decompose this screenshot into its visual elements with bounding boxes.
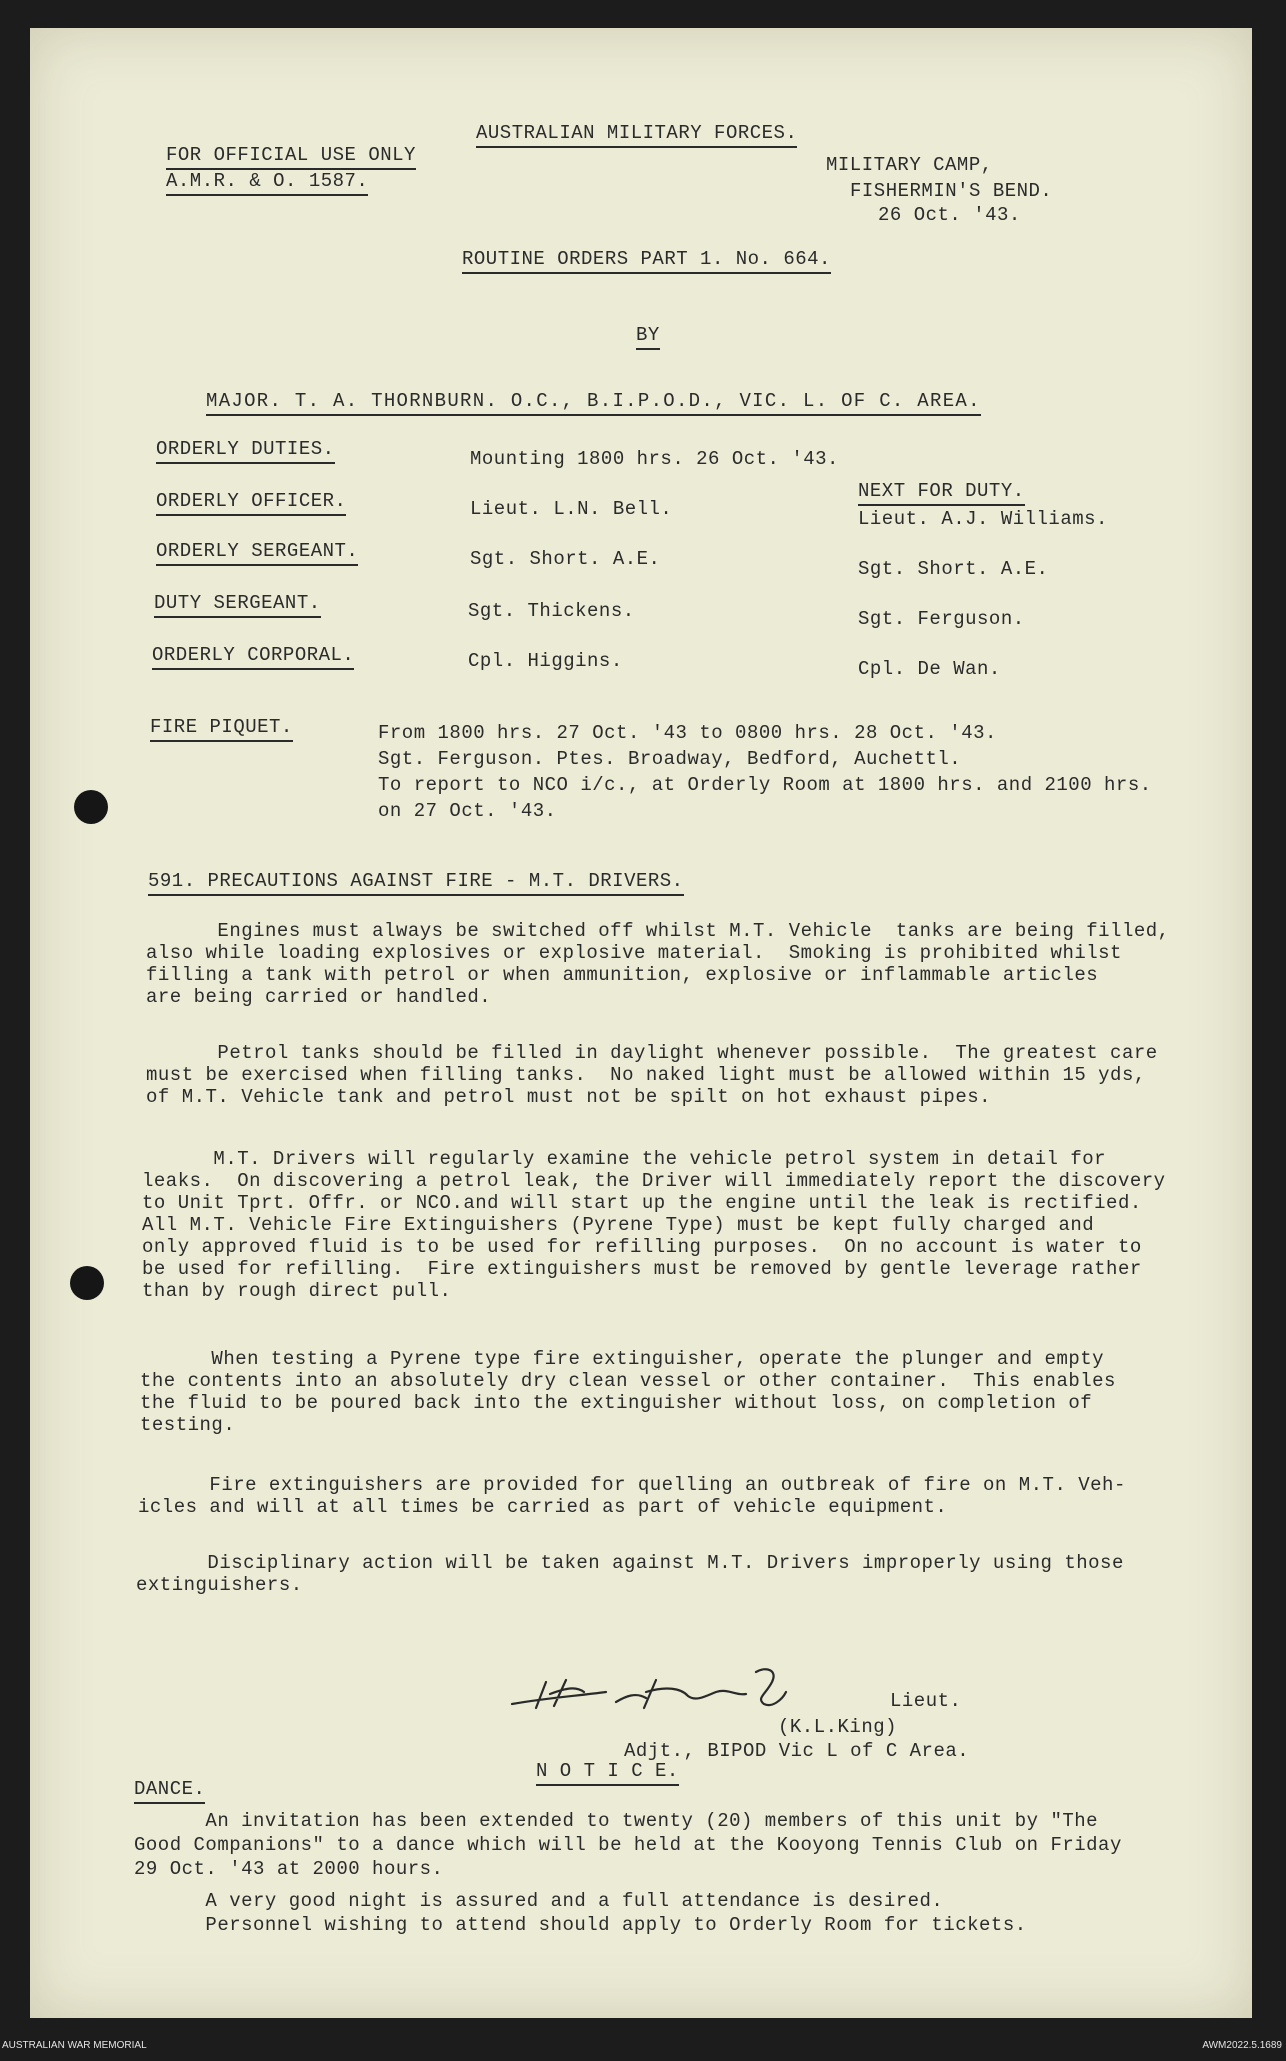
handwritten-signature [506,1652,886,1722]
duty-next-duty-sergeant: Sgt. Ferguson. [858,608,1025,630]
notice-heading: N O T I C E. [536,1760,679,1786]
organisation-title: AUSTRALIAN MILITARY FORCES. [476,122,797,148]
signatory-appointment: Adjt., BIPOD Vic L of C Area. [624,1740,970,1762]
by-label: BY [636,324,660,350]
duty-next-orderly-sergeant: Sgt. Short. A.E. [858,558,1049,580]
notice-line: Personnel wishing to attend should apply to Orderly Room for tickets. [134,1914,1027,1936]
section-591-paragraph: M.T. Drivers will regularly examine the vehicle petrol system in detail for leaks. On discovering a petrol leak, the Driver will immediately report the discovery to Unit Tprt. Offr. or NCO.and will start up the engine until the leak is rectified. All M.T. Vehicle Fire Extinguishers (Pyrene Type) must be kept fully charged and only approved fluid is to be used for refilling purposes. On no account is water to be used for refilling. Fire extinguishers must be removed by gentle leverage rather than by rough direct pull. [142,1148,1166,1302]
signatory-rank: Lieut. [890,1690,962,1712]
duty-label-orderly-sergeant: ORDERLY SERGEANT. [156,540,358,566]
fire-picquet-label: FIRE PIQUET. [150,716,293,742]
order-date: 26 Oct. '43. [878,204,1021,226]
section-591-paragraph: Fire extinguishers are provided for quelling an outbreak of fire on M.T. Veh- icles and will at all times be carried as part of vehicle equipment. [138,1474,1126,1518]
commanding-officer: MAJOR. T. A. THORNBURN. O.C., B.I.P.O.D., VIC. L. OF C. AREA. [206,390,981,416]
notice-line: An invitation has been extended to twenty (20) members of this unit by "The [134,1810,1099,1832]
fire-picquet-line: To report to NCO i/c., at Orderly Room at 1800 hrs. and 2100 hrs. [378,774,1152,796]
notice-line: A very good night is assured and a full attendance is desired. [134,1890,944,1912]
duty-label-duty-sergeant: DUTY SERGEANT. [154,592,321,618]
duty-label-orderly-duties: ORDERLY DUTIES. [156,438,335,464]
fire-picquet-line: on 27 Oct. '43. [378,800,557,822]
fire-picquet-line: Sgt. Ferguson. Ptes. Broadway, Bedford, Auchettl. [378,748,962,770]
punch-hole-bottom [70,1266,104,1300]
section-591-paragraph: Engines must always be switched off whilst M.T. Vehicle tanks are being filled, also while loading explosives or explosive material. Smoking is prohibited whilst filling a tank with petrol or when ammunition, explosive or inflammable articles are being carried or handled. [146,920,1170,1008]
fire-picquet-line: From 1800 hrs. 27 Oct. '43 to 0800 hrs. 28 Oct. '43. [378,722,997,744]
duty-next-orderly-officer: Lieut. A.J. Williams. [858,508,1108,530]
signatory-name: (K.L.King) [778,1716,898,1738]
duty-label-orderly-officer: ORDERLY OFFICER. [156,490,346,516]
section-591-paragraph: Petrol tanks should be filled in daylight whenever possible. The greatest care must be exercised when filling tanks. No naked light must be allowed within 15 yds, of M.T. Vehicle tank and petrol must not be spilt on hot exhaust pipes. [146,1042,1158,1108]
notice-line: Good Companions" to a dance which will be held at the Kooyong Tennis Club on Friday [134,1834,1122,1856]
order-reference: A.M.R. & O. 1587. [166,170,368,196]
camp-location: FISHERMIN'S BEND. [850,180,1053,202]
punch-hole-top [74,790,108,824]
duty-next-orderly-corporal: Cpl. De Wan. [858,658,1001,680]
duty-current-duty-sergeant: Sgt. Thickens. [468,600,635,622]
duty-label-orderly-corporal: ORDERLY CORPORAL. [152,644,354,670]
notice-subheading: DANCE. [134,1778,205,1804]
section-591-heading: 591. PRECAUTIONS AGAINST FIRE - M.T. DRIVERS. [148,870,684,896]
duty-current-orderly-sergeant: Sgt. Short. A.E. [470,548,661,570]
duty-current-orderly-corporal: Cpl. Higgins. [468,650,623,672]
section-591-paragraph: When testing a Pyrene type fire extinguisher, operate the plunger and empty the contents into an absolutely dry clean vessel or other container. This enables the fluid to be poured back into the extinguisher without loss, on completion of testing. [140,1348,1116,1436]
footer-accession-number: AWM2022.5.1689 [1202,2040,1282,2051]
footer-institution: AUSTRALIAN WAR MEMORIAL [2,2040,147,2051]
official-use-label: FOR OFFICIAL USE ONLY [166,144,416,170]
section-591-paragraph: Disciplinary action will be taken against M.T. Drivers improperly using those extinguishers. [136,1552,1124,1596]
duty-current-orderly-officer: Lieut. L.N. Bell. [470,498,673,520]
notice-line: 29 Oct. '43 at 2000 hours. [134,1858,444,1880]
camp-name: MILITARY CAMP, [826,154,993,176]
routine-orders-title: ROUTINE ORDERS PART 1. No. 664. [462,248,831,274]
duty-current-orderly-duties: Mounting 1800 hrs. 26 Oct. '43. [470,448,839,470]
next-for-duty-label: NEXT FOR DUTY. [858,480,1025,506]
